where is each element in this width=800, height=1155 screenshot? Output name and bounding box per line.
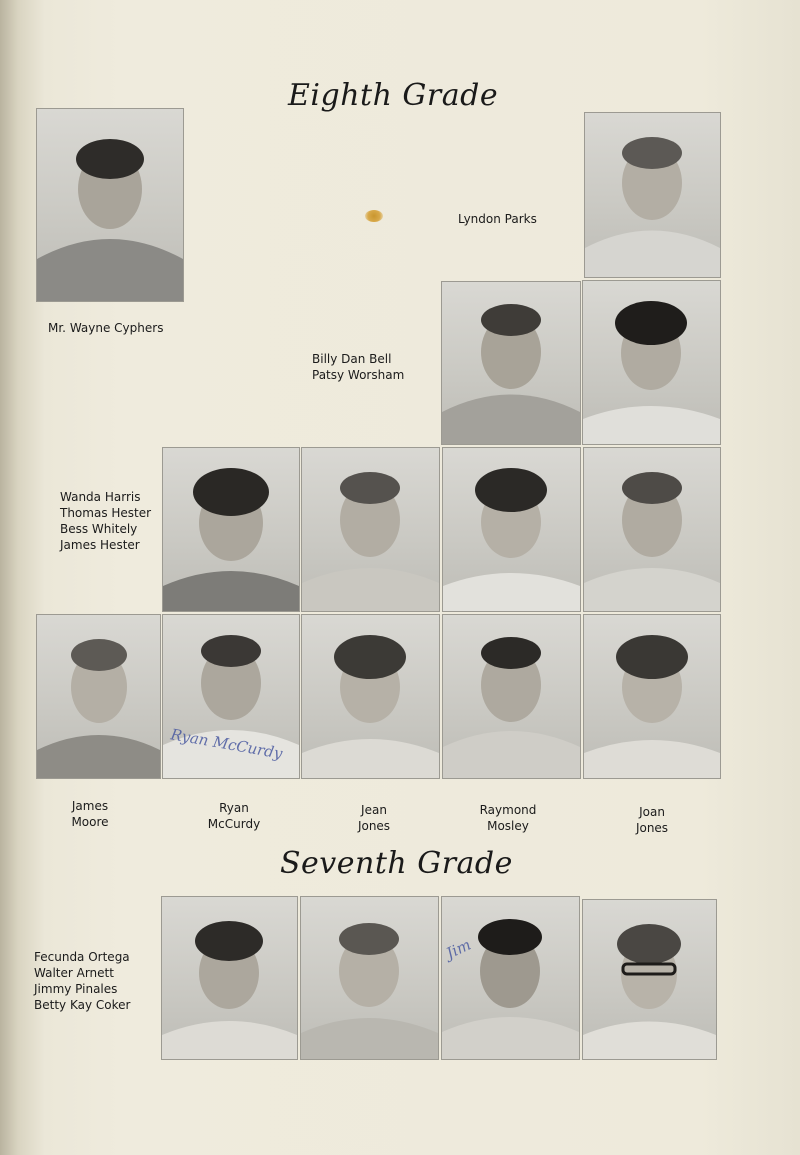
page-stain <box>365 210 383 222</box>
student-names-row3 <box>60 489 151 553</box>
student-name-lyndon-parks: Lyndon Parks <box>458 212 537 226</box>
student-photo <box>442 614 581 779</box>
seventh-grade-heading: Seventh Grade <box>280 846 513 881</box>
student-name-joan-jones: Joan Jones <box>635 805 669 835</box>
student-photo <box>161 896 298 1060</box>
student-photo <box>441 281 581 445</box>
teacher-photo <box>36 108 184 302</box>
student-photo <box>584 112 721 278</box>
student-names-row2 <box>312 351 404 383</box>
eighth-grade-heading: Eighth Grade <box>288 78 499 113</box>
student-photo <box>582 280 721 445</box>
student-name-jean-jones: Jean Jones <box>357 803 391 833</box>
student-name: Betty Kay Coker <box>34 998 131 1012</box>
student-name: Billy Dan Bell <box>312 352 392 366</box>
student-name-james-moore: James Moore <box>71 799 109 829</box>
student-name-ryan-mccurdy: Ryan McCurdy <box>207 801 261 831</box>
student-photo <box>442 447 581 612</box>
student-name: James Hester <box>60 538 140 552</box>
student-name: Thomas Hester <box>60 506 152 520</box>
student-name-raymond-mosley: Raymond Mosley <box>479 803 537 833</box>
student-names-seventh <box>34 949 130 1013</box>
student-name: Jimmy Pinales <box>34 982 118 996</box>
student-photo <box>441 896 580 1060</box>
student-name: Bess Whitely <box>60 522 138 536</box>
student-photo <box>301 447 440 612</box>
student-name: Walter Arnett <box>34 966 114 980</box>
student-photo <box>583 447 721 612</box>
student-name: Patsy Worsham <box>312 368 405 382</box>
handwritten-signature: Ryan McCurdy <box>169 725 284 763</box>
student-name: Wanda Harris <box>60 490 141 504</box>
student-name: Fecunda Ortega <box>34 950 130 964</box>
student-photo <box>36 614 161 779</box>
student-photo <box>583 614 721 779</box>
student-photo <box>162 447 300 612</box>
handwritten-signature: Jim <box>443 935 474 963</box>
student-photo <box>582 899 717 1060</box>
student-photo <box>300 896 439 1060</box>
teacher-name: Mr. Wayne Cyphers <box>48 321 164 335</box>
student-photo <box>301 614 440 779</box>
